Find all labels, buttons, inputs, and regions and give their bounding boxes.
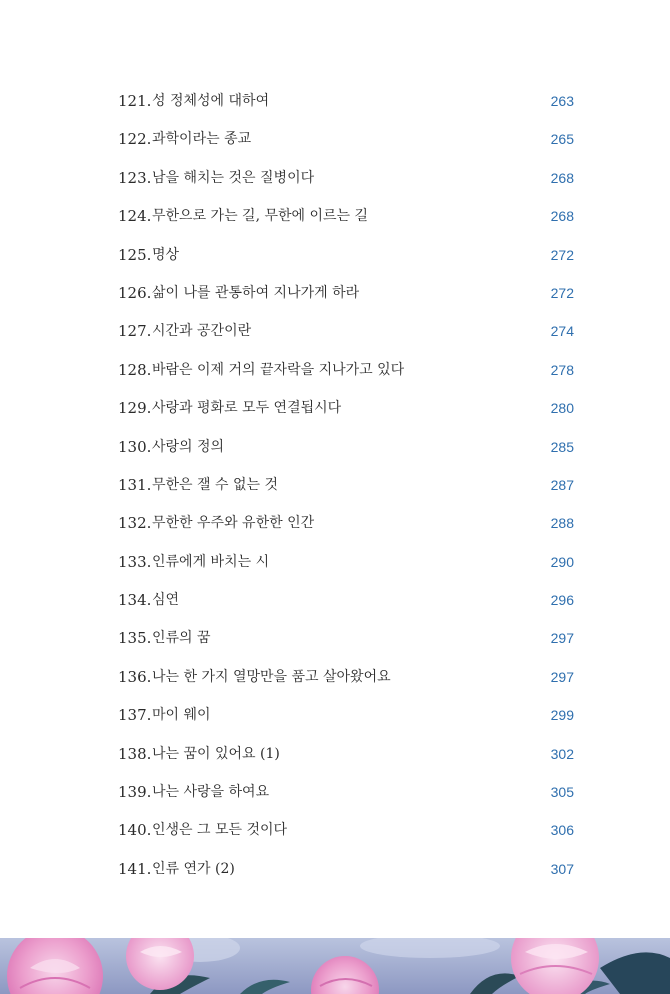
toc-entry[interactable] [0, 236, 670, 274]
table-of-contents [0, 82, 670, 888]
entry-page-number: 280 [550, 400, 574, 417]
entry-title: 성 정체성에 대하여 [152, 93, 270, 109]
entry-number: 134. [118, 591, 152, 610]
toc-entry[interactable] [0, 773, 670, 811]
entry-title: 남을 해치는 것은 질병이다 [152, 169, 315, 186]
toc-entry[interactable] [0, 351, 670, 389]
entry-number: 121. [118, 92, 152, 110]
entry-number: 135. [118, 629, 152, 648]
entry-number: 122. [118, 130, 152, 149]
entry-page-number: 263 [550, 93, 574, 109]
entry-title: 무한으로 가는 길, 무한에 이르는 길 [152, 208, 369, 225]
entry-title: 나는 사랑을 하여요 [152, 784, 270, 801]
entry-title: 과학이라는 종교 [152, 131, 252, 148]
entry-title: 사랑과 평화로 모두 연결됩시다 [152, 400, 342, 417]
toc-entry[interactable] [0, 658, 670, 696]
toc-entry[interactable] [0, 543, 670, 581]
entry-page-number: 302 [550, 745, 574, 762]
toc-entry[interactable] [0, 504, 670, 542]
entry-number: 140. [118, 821, 152, 840]
entry-number: 137. [118, 706, 152, 725]
toc-entry[interactable] [0, 466, 670, 504]
entry-title: 명상 [152, 246, 180, 263]
pink-roses-banner-image [0, 938, 670, 994]
entry-page-number: 299 [550, 707, 574, 724]
entry-number: 133. [118, 552, 152, 571]
entry-page-number: 290 [550, 553, 574, 570]
entry-page-number: 296 [550, 592, 574, 609]
entry-page-number: 285 [550, 438, 574, 455]
entry-title: 인류 연가 (2) [152, 860, 235, 877]
toc-entry[interactable] [0, 197, 670, 235]
toc-entry[interactable] [0, 389, 670, 427]
entry-page-number: 297 [550, 630, 574, 647]
toc-entry[interactable] [0, 159, 670, 197]
entry-page-number: 274 [550, 323, 574, 340]
entry-title: 나는 한 가지 열망만을 품고 살아왔어요 [152, 668, 391, 685]
entry-title: 인생은 그 모든 것이다 [152, 822, 288, 839]
entry-number: 131. [118, 475, 152, 494]
entry-page-number: 268 [550, 208, 574, 225]
entry-title: 인류의 꿈 [152, 630, 211, 647]
entry-page-number: 272 [550, 284, 574, 301]
entry-page-number: 268 [550, 169, 574, 186]
toc-entry[interactable] [0, 696, 670, 734]
entry-page-number: 306 [550, 822, 574, 839]
entry-number: 128. [118, 360, 152, 379]
entry-page-number: 287 [550, 476, 574, 493]
entry-number: 127. [118, 322, 152, 341]
entry-number: 139. [118, 783, 152, 802]
toc-entry[interactable] [0, 82, 670, 120]
entry-page-number: 278 [550, 361, 574, 378]
entry-number: 130. [118, 437, 152, 456]
entry-number: 125. [118, 245, 152, 264]
toc-entry[interactable] [0, 811, 670, 849]
toc-entry[interactable] [0, 428, 670, 466]
entry-page-number: 305 [550, 784, 574, 801]
entry-title: 시간과 공간이란 [152, 323, 252, 340]
toc-entry[interactable] [0, 312, 670, 350]
rose-banner [0, 938, 670, 994]
entry-page-number: 307 [550, 860, 574, 877]
toc-entry[interactable] [0, 735, 670, 773]
entry-page-number: 288 [550, 515, 574, 532]
entry-page-number: 265 [550, 131, 574, 148]
entry-number: 132. [118, 514, 152, 533]
entry-number: 138. [118, 744, 152, 763]
entry-title: 인류에게 바치는 시 [152, 553, 270, 570]
toc-entry[interactable] [0, 850, 670, 888]
entry-number: 123. [118, 168, 152, 187]
entry-title: 마이 웨이 [152, 707, 211, 724]
entry-title: 바람은 이제 거의 끝자락을 지나가고 있다 [152, 361, 405, 378]
toc-entry[interactable] [0, 120, 670, 158]
entry-number: 124. [118, 207, 152, 226]
entry-number: 136. [118, 667, 152, 686]
entry-page-number: 272 [550, 246, 574, 263]
entry-title: 무한한 우주와 유한한 인간 [152, 515, 315, 532]
entry-title: 사랑의 정의 [152, 438, 225, 455]
entry-title: 무한은 잴 수 없는 것 [152, 476, 278, 493]
toc-entry[interactable] [0, 274, 670, 312]
entry-title: 심연 [152, 592, 180, 609]
entry-number: 141. [118, 859, 152, 878]
entry-number: 129. [118, 399, 152, 418]
toc-entry[interactable] [0, 581, 670, 619]
entry-title: 삶이 나를 관통하여 지나가게 하라 [152, 284, 360, 301]
entry-title: 나는 꿈이 있어요 (1) [152, 745, 280, 762]
entry-page-number: 297 [550, 668, 574, 685]
entry-number: 126. [118, 283, 152, 302]
toc-entry[interactable] [0, 619, 670, 657]
